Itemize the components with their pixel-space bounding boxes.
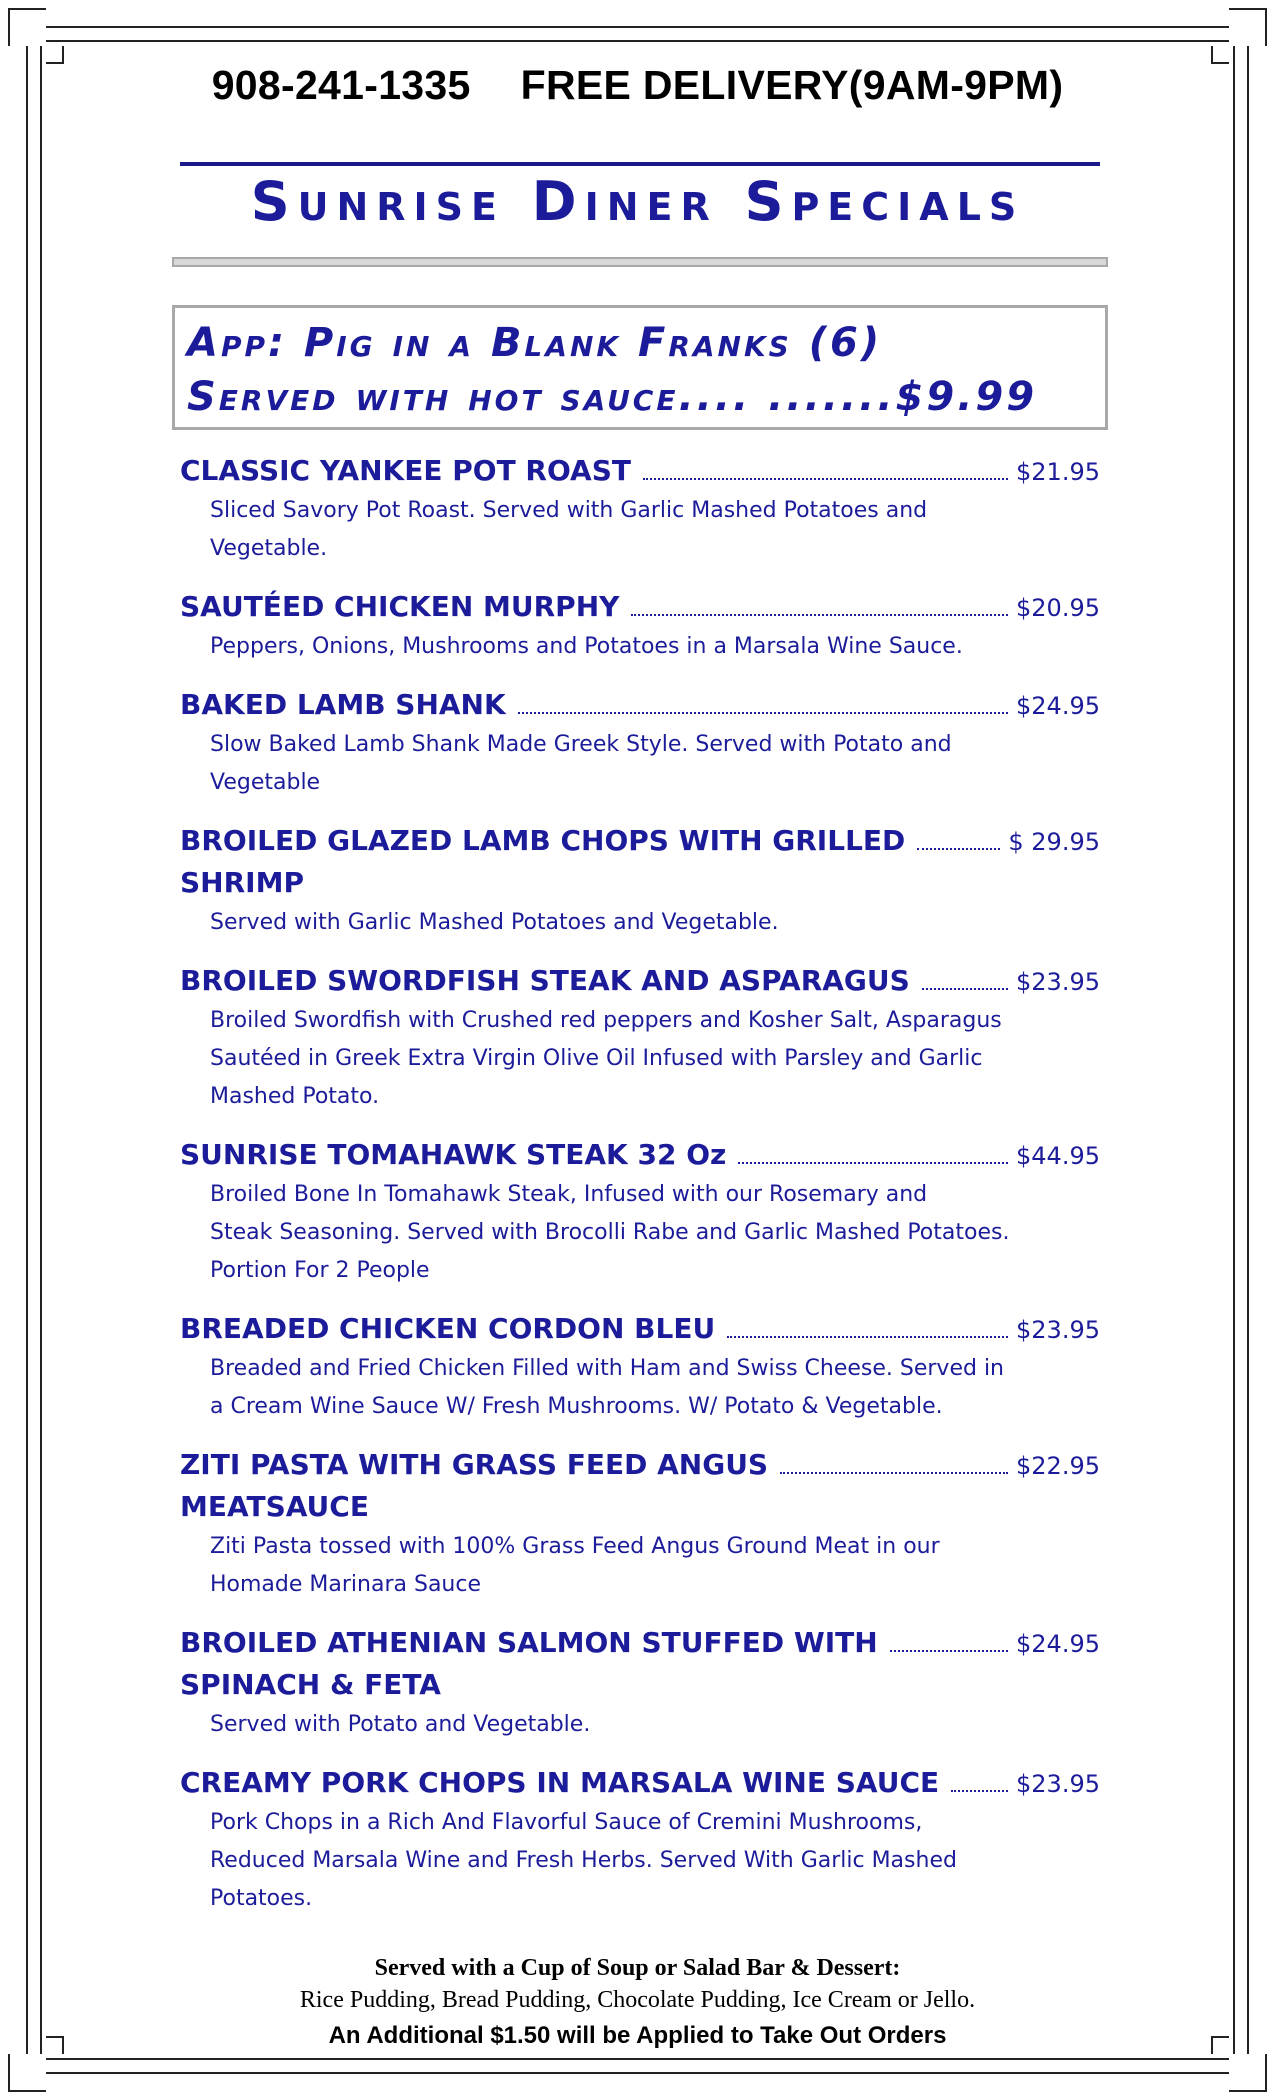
item-price: $23.95 <box>1016 1770 1100 1798</box>
item-price: $21.95 <box>1016 458 1100 486</box>
footer-takeout-note: An Additional $1.50 will be Applied to Take Out Orders <box>328 2022 947 2049</box>
item-name: BROILED SWORDFISH STEAK AND ASPARAGUS <box>180 964 910 997</box>
title-bottom-rule <box>172 257 1108 267</box>
item-description: Served with Garlic Mashed Potatoes and Vegetable. <box>210 910 779 935</box>
leader-dots <box>890 1650 1008 1652</box>
item-description: Peppers, Onions, Mushrooms and Potatoes in a Marsala Wine Sauce. <box>210 634 963 659</box>
item-description: Served with Potato and Vegetable. <box>210 1712 591 1737</box>
item-name: CLASSIC YANKEE POT ROAST <box>180 454 631 487</box>
item-name: BROILED GLAZED LAMB CHOPS WITH GRILLED <box>180 824 906 857</box>
leader-dots <box>518 712 1008 714</box>
frame-corner <box>1229 2054 1267 2092</box>
leader-dots <box>738 1162 1008 1164</box>
item-name: BROILED ATHENIAN SALMON STUFFED WITH <box>180 1626 878 1659</box>
item-name: SUNRISE TOMAHAWK STEAK 32 Oz <box>180 1138 727 1171</box>
item-name-continued: SHRIMP <box>180 866 304 899</box>
leader-dots <box>922 988 1008 990</box>
item-name: BREADED CHICKEN CORDON BLEU <box>180 1312 716 1345</box>
leader-dots <box>631 614 1008 616</box>
delivery-info: FREE DELIVERY(9AM-9PM) <box>520 62 1064 108</box>
item-name-continued: MEATSAUCE <box>180 1490 369 1523</box>
item-name: SAUTÉED CHICKEN MURPHY <box>180 590 620 623</box>
frame-corner <box>8 2054 46 2092</box>
leader-dots <box>951 1790 1008 1792</box>
item-price: $22.95 <box>1016 1452 1100 1480</box>
menu-item <box>180 1134 1100 1290</box>
item-name: BAKED LAMB SHANK <box>180 688 506 721</box>
menu-item <box>180 960 1100 1116</box>
menu-item <box>180 450 1100 568</box>
item-description: Breaded and Fried Chicken Filled with Ham and Swiss Cheese. Served in a Cream Wine Sauce W/ Fresh Mushrooms. W/ Potato & Vegetable. <box>210 1356 1004 1419</box>
footer-desserts: Rice Pudding, Bread Pudding, Chocolate Pudding, Ice Cream or Jello. <box>299 1987 976 2013</box>
title-top-rule <box>180 162 1100 166</box>
menu-item <box>180 1308 1100 1426</box>
appetizer-line-1: App: Pig in a Blank Franks (6) <box>187 320 883 366</box>
item-name: ZITI PASTA WITH GRASS FEED ANGUS <box>180 1448 769 1481</box>
menu-item <box>180 684 1100 802</box>
footer-served-with: Served with a Cup of Soup or Salad Bar & Dessert: <box>374 1955 901 1981</box>
footer-notes <box>0 1952 1275 2056</box>
menu-item <box>180 1762 1100 1918</box>
item-description: Broiled Bone In Tomahawk Steak, Infused with our Rosemary and Steak Seasoning. Served with Brocolli Rabe and Garlic Mashed Potatoes. Portion For 2 People <box>210 1182 1010 1283</box>
leader-dots <box>780 1472 1008 1474</box>
page-title: Sunrise Diner Specials <box>250 170 1025 233</box>
item-description: Slow Baked Lamb Shank Made Greek Style. Served with Potato and Vegetable <box>210 732 952 795</box>
menu-item <box>180 1444 1100 1604</box>
item-price: $ 29.95 <box>1008 828 1100 856</box>
menu-item <box>180 820 1100 942</box>
item-description: Broiled Swordfish with Crushed red peppers and Kosher Salt, Asparagus Sautéed in Greek Extra Virgin Olive Oil Infused with Parsley and Garlic Mashed Potato. <box>210 1008 1002 1109</box>
appetizer-box <box>172 305 1108 430</box>
leader-dots <box>727 1336 1008 1338</box>
menu-item <box>180 1622 1100 1744</box>
specials-list <box>180 450 1100 1936</box>
leader-dots <box>917 848 1000 850</box>
item-description: Sliced Savory Pot Roast. Served with Garlic Mashed Potatoes and Vegetable. <box>210 498 928 561</box>
frame-corner <box>1229 8 1267 46</box>
item-name: CREAMY PORK CHOPS IN MARSALA WINE SAUCE <box>180 1766 940 1799</box>
item-price: $24.95 <box>1016 692 1100 720</box>
contact-line <box>0 62 1275 109</box>
item-price: $24.95 <box>1016 1630 1100 1658</box>
item-name-continued: SPINACH & FETA <box>180 1668 441 1701</box>
frame-corner <box>8 8 46 46</box>
menu-item <box>180 586 1100 666</box>
item-description: Ziti Pasta tossed with 100% Grass Feed Angus Ground Meat in our Homade Marinara Sauce <box>210 1534 940 1597</box>
item-price: $23.95 <box>1016 968 1100 996</box>
appetizer-line-2: Served with hot sauce.... .......$9.99 <box>187 374 1038 420</box>
phone-number: 908-241-1335 <box>211 62 471 108</box>
item-price: $23.95 <box>1016 1316 1100 1344</box>
leader-dots <box>643 478 1008 480</box>
item-price: $44.95 <box>1016 1142 1100 1170</box>
item-price: $20.95 <box>1016 594 1100 622</box>
item-description: Pork Chops in a Rich And Flavorful Sauce of Cremini Mushrooms, Reduced Marsala Wine and Fresh Herbs. Served With Garlic Mashed Potatoes. <box>210 1810 957 1911</box>
